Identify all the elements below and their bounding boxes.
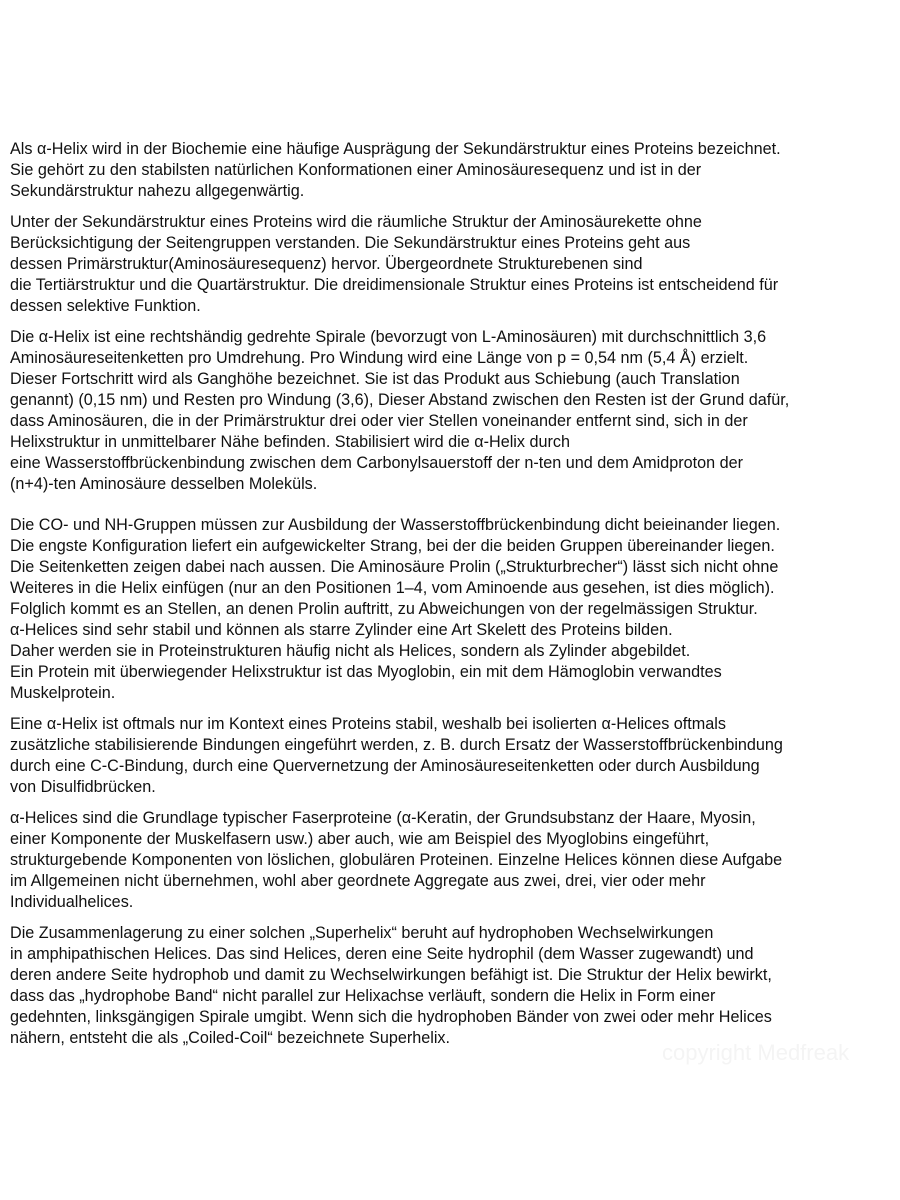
text-line: dessen selektive Funktion. <box>10 297 201 315</box>
paragraph-3 <box>10 327 890 495</box>
text-line: Folglich kommt es an Stellen, an denen Prolin auftritt, zu Abweichungen von der regelmässigen Struktur. <box>10 600 758 618</box>
text-line: Sekundärstruktur nahezu allgegenwärtig. <box>10 182 305 200</box>
text-line: genannt) (0,15 nm) und Resten pro Windung (3,6), Dieser Abstand zwischen den Resten ist der Grund dafür, <box>10 391 790 409</box>
text-line: Muskelprotein. <box>10 684 116 702</box>
text-line: dass das „hydrophobe Band“ nicht parallel zur Helixachse verläuft, sondern die Helix in Form einer <box>10 987 716 1005</box>
text-line: Dieser Fortschritt wird als Ganghöhe bezeichnet. Sie ist das Produkt aus Schiebung (auch Translation <box>10 370 740 388</box>
copyright-watermark: copyright Medfreak <box>662 1040 850 1065</box>
text-line: gedehnten, linksgängigen Spirale umgibt. Wenn sich die hydrophoben Bänder von zwei oder mehr Helices <box>10 1008 772 1026</box>
text-line: Die Zusammenlagerung zu einer solchen „Superhelix“ beruht auf hydrophoben Wechselwirkungen <box>10 924 714 942</box>
text-line: dessen Primärstruktur(Aminosäuresequenz) hervor. Übergeordnete Strukturebenen sind <box>10 255 643 273</box>
text-line: Sie gehört zu den stabilsten natürlichen Konformationen einer Aminosäuresequenz und ist in der <box>10 161 702 179</box>
text-line: Eine α-Helix ist oftmals nur im Kontext eines Proteins stabil, weshalb bei isolierten α-Helices oftmals <box>10 715 726 733</box>
text-line: (n+4)-ten Aminosäure desselben Moleküls. <box>10 475 318 493</box>
paragraph-7 <box>10 923 890 1049</box>
text-line: Helixstruktur in unmittelbarer Nähe befinden. Stabilisiert wird die α-Helix durch <box>10 433 570 451</box>
text-line: die Tertiärstruktur und die Quartärstruktur. Die dreidimensionale Struktur eines Proteins ist entscheidend für <box>10 276 779 294</box>
text-line: einer Komponente der Muskelfasern usw.) aber auch, wie am Beispiel des Myoglobins eingeführt, <box>10 830 710 848</box>
paragraph-4 <box>10 515 890 704</box>
text-line: Ein Protein mit überwiegender Helixstruktur ist das Myoglobin, ein mit dem Hämoglobin verwandtes <box>10 663 722 681</box>
text-line: eine Wasserstoffbrückenbindung zwischen dem Carbonylsauerstoff der n-ten und dem Amidproton der <box>10 454 744 472</box>
text-line: in amphipathischen Helices. Das sind Helices, deren eine Seite hydrophil (dem Wasser zugewandt) und <box>10 945 754 963</box>
text-line: nähern, entsteht die als „Coiled-Coil“ bezeichnete Superhelix. <box>10 1029 451 1047</box>
text-line: strukturgebende Komponenten von löslichen, globulären Proteinen. Einzelne Helices können diese Aufgabe <box>10 851 783 869</box>
text-line: dass Aminosäuren, die in der Primärstruktur drei oder vier Stellen voneinander entfernt sind, sich in der <box>10 412 748 430</box>
text-line: deren andere Seite hydrophob und damit zu Wechselwirkungen befähigt ist. Die Struktur der Helix bewirkt, <box>10 966 772 984</box>
text-line: α-Helices sind die Grundlage typischer Faserproteine (α-Keratin, der Grundsubstanz der Haare, Myosin, <box>10 809 756 827</box>
text-line: durch eine C-C-Bindung, durch eine Quervernetzung der Aminosäureseitenketten oder durch Ausbildung <box>10 757 760 775</box>
text-line: α-Helices sind sehr stabil und können als starre Zylinder eine Art Skelett des Proteins bilden. <box>10 621 673 639</box>
document-body <box>10 139 890 1059</box>
text-line: Als α-Helix wird in der Biochemie eine häufige Ausprägung der Sekundärstruktur eines Proteins bezeichnet. <box>10 140 781 158</box>
paragraph-2 <box>10 212 890 317</box>
text-line: Weiteres in die Helix einfügen (nur an den Positionen 1–4, vom Aminoende aus gesehen, ist dies möglich). <box>10 579 775 597</box>
text-line: Berücksichtigung der Seitengruppen verstanden. Die Sekundärstruktur eines Proteins geht aus <box>10 234 691 252</box>
text-line: von Disulfidbrücken. <box>10 778 156 796</box>
text-line: Unter der Sekundärstruktur eines Proteins wird die räumliche Struktur der Aminosäurekette ohne <box>10 213 702 231</box>
text-line: Die engste Konfiguration liefert ein aufgewickelter Strang, bei der die beiden Gruppen übereinander liegen. <box>10 537 775 555</box>
paragraph-1 <box>10 139 890 202</box>
paragraph-5 <box>10 714 890 798</box>
text-line: zusätzliche stabilisierende Bindungen eingeführt werden, z. B. durch Ersatz der Wasserstoffbrückenbindung <box>10 736 783 754</box>
text-line: Die CO- und NH-Gruppen müssen zur Ausbildung der Wasserstoffbrückenbindung dicht beieinander liegen. <box>10 516 781 534</box>
text-line: Die Seitenketten zeigen dabei nach aussen. Die Aminosäure Prolin („Strukturbrecher“) lässt sich nicht ohne <box>10 558 779 576</box>
text-line: im Allgemeinen nicht übernehmen, wohl aber geordnete Aggregate aus zwei, drei, vier oder mehr <box>10 872 706 890</box>
text-line: Aminosäureseitenketten pro Umdrehung. Pro Windung wird eine Länge von p = 0,54 nm (5,4 Å) erzielt. <box>10 349 749 367</box>
text-line: Daher werden sie in Proteinstrukturen häufig nicht als Helices, sondern als Zylinder abgebildet. <box>10 642 691 660</box>
paragraph-6 <box>10 808 890 913</box>
text-line: Die α-Helix ist eine rechtshändig gedrehte Spirale (bevorzugt von L-Aminosäuren) mit durchschnittlich 3,6 <box>10 328 767 346</box>
text-line: Individualhelices. <box>10 893 134 911</box>
